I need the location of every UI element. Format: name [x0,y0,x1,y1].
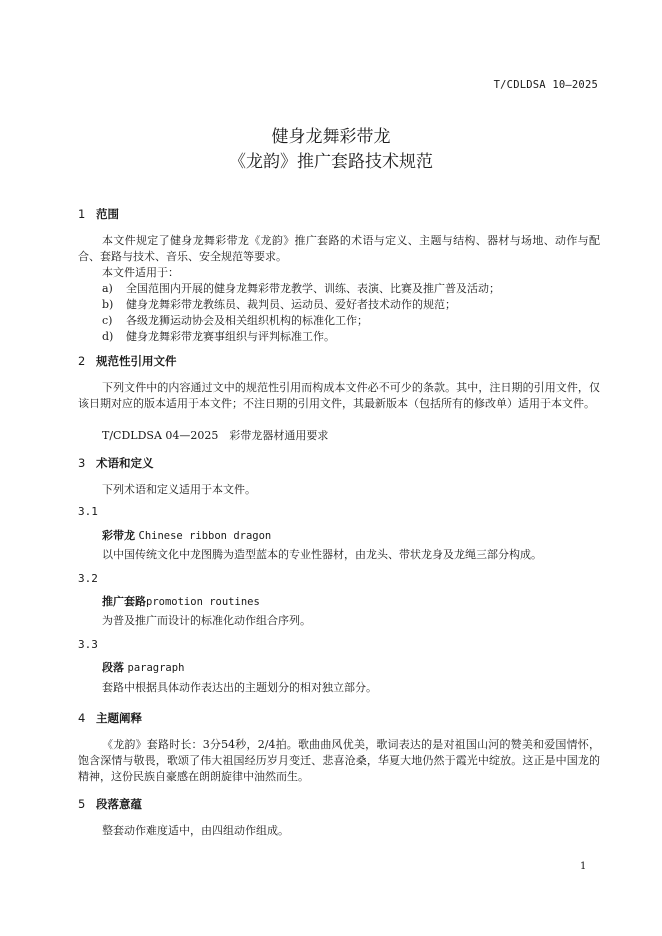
section-5-paragraph: 整套动作难度适中，由四组动作组成。 [102,824,289,837]
document-title-line2: 《龙韵》推广套路技术规范 [229,152,433,172]
section-title: 范围 [96,207,119,221]
term-chinese: 彩带龙 [102,529,135,542]
list-marker: c) [102,314,113,327]
term-chinese: 段落 [102,661,124,674]
section-number: 1 [78,207,86,221]
standard-code: T/CDLDSA 10—2025 [493,79,598,91]
section-number: 5 [78,797,86,811]
document-title-line1: 健身龙舞彩带龙 [271,127,391,147]
section-number: 3 [78,456,86,470]
list-item [102,313,368,329]
list-marker: b) [102,298,114,311]
term-heading [102,527,271,543]
section-5-heading [78,796,142,812]
page-number: 1 [580,861,587,872]
section-2-heading [78,353,177,369]
section-4-paragraph: 《龙韵》套路时长：3分54秒，2/4拍。歌曲曲风优美，歌词表达的是对祖国山河的赞美和爱国情怀，饱含深情与敬畏，歌颂了伟大祖国经历岁月变迁、悲喜沧桑，华夏大地仍然于霞光中绽放。这正是中国龙的精神，这份民族自豪感在朗朗旋律中油然而生。 [78,738,600,783]
term-number: 3.3 [78,638,98,651]
section-title: 术语和定义 [96,456,154,470]
list-item [102,281,500,297]
term-heading [102,593,260,609]
section-title: 主题阐释 [96,711,142,725]
section-3-intro: 下列术语和定义适用于本文件。 [102,483,256,496]
list-text: 全国范围内开展的健身龙舞彩带龙教学、训练、表演、比赛及推广普及活动； [126,282,500,295]
list-marker: d) [102,330,114,343]
section-3-heading [78,455,154,471]
list-text: 健身龙舞彩带龙教练员、裁判员、运动员、爱好者技术动作的规范； [126,298,456,311]
section-number: 2 [78,354,86,368]
term-english: Chinese ribbon dragon [138,530,272,542]
list-item [102,329,335,345]
section-1-heading [78,206,119,222]
term-heading [102,659,184,675]
section-number: 4 [78,711,86,725]
section-1-applicability: 本文件适用于： [102,266,179,279]
list-item [102,297,456,313]
section-1-paragraph: 本文件规定了健身龙舞彩带龙《龙韵》推广套路的术语与定义、主题与结构、器材与场地、动作与配合、套路与技术、音乐、安全规范等要求。 [78,234,600,263]
list-text: 各级龙狮运动协会及相关组织机构的标准化工作； [126,314,368,327]
list-marker: a) [102,282,113,295]
section-4-heading [78,710,142,726]
section-title: 段落意蕴 [96,797,142,811]
term-number: 3.2 [78,572,98,585]
term-english: paragraph [127,662,185,674]
term-definition: 以中国传统文化中龙图腾为造型蓝本的专业性器材，由龙头、带状龙身及龙绳三部分构成。 [102,548,542,561]
term-number: 3.1 [78,505,98,518]
list-text: 健身龙舞彩带龙赛事组织与评判标准工作。 [126,330,335,343]
term-definition: 套路中根据具体动作表达出的主题划分的相对独立部分。 [102,681,377,694]
term-chinese: 推广套路 [102,595,146,608]
normative-reference: T/CDLDSA 04—2025 彩带龙器材通用要求 [102,429,329,442]
section-title: 规范性引用文件 [96,354,177,368]
term-definition: 为普及推广而设计的标准化动作组合序列。 [102,614,311,627]
term-english: promotion routines [146,596,260,608]
section-2-paragraph: 下列文件中的内容通过文中的规范性引用而构成本文件必不可少的条款。其中，注日期的引用文件，仅该日期对应的版本适用于本文件；不注日期的引用文件，其最新版本（包括所有的修改单）适用于本文件。 [78,381,600,410]
